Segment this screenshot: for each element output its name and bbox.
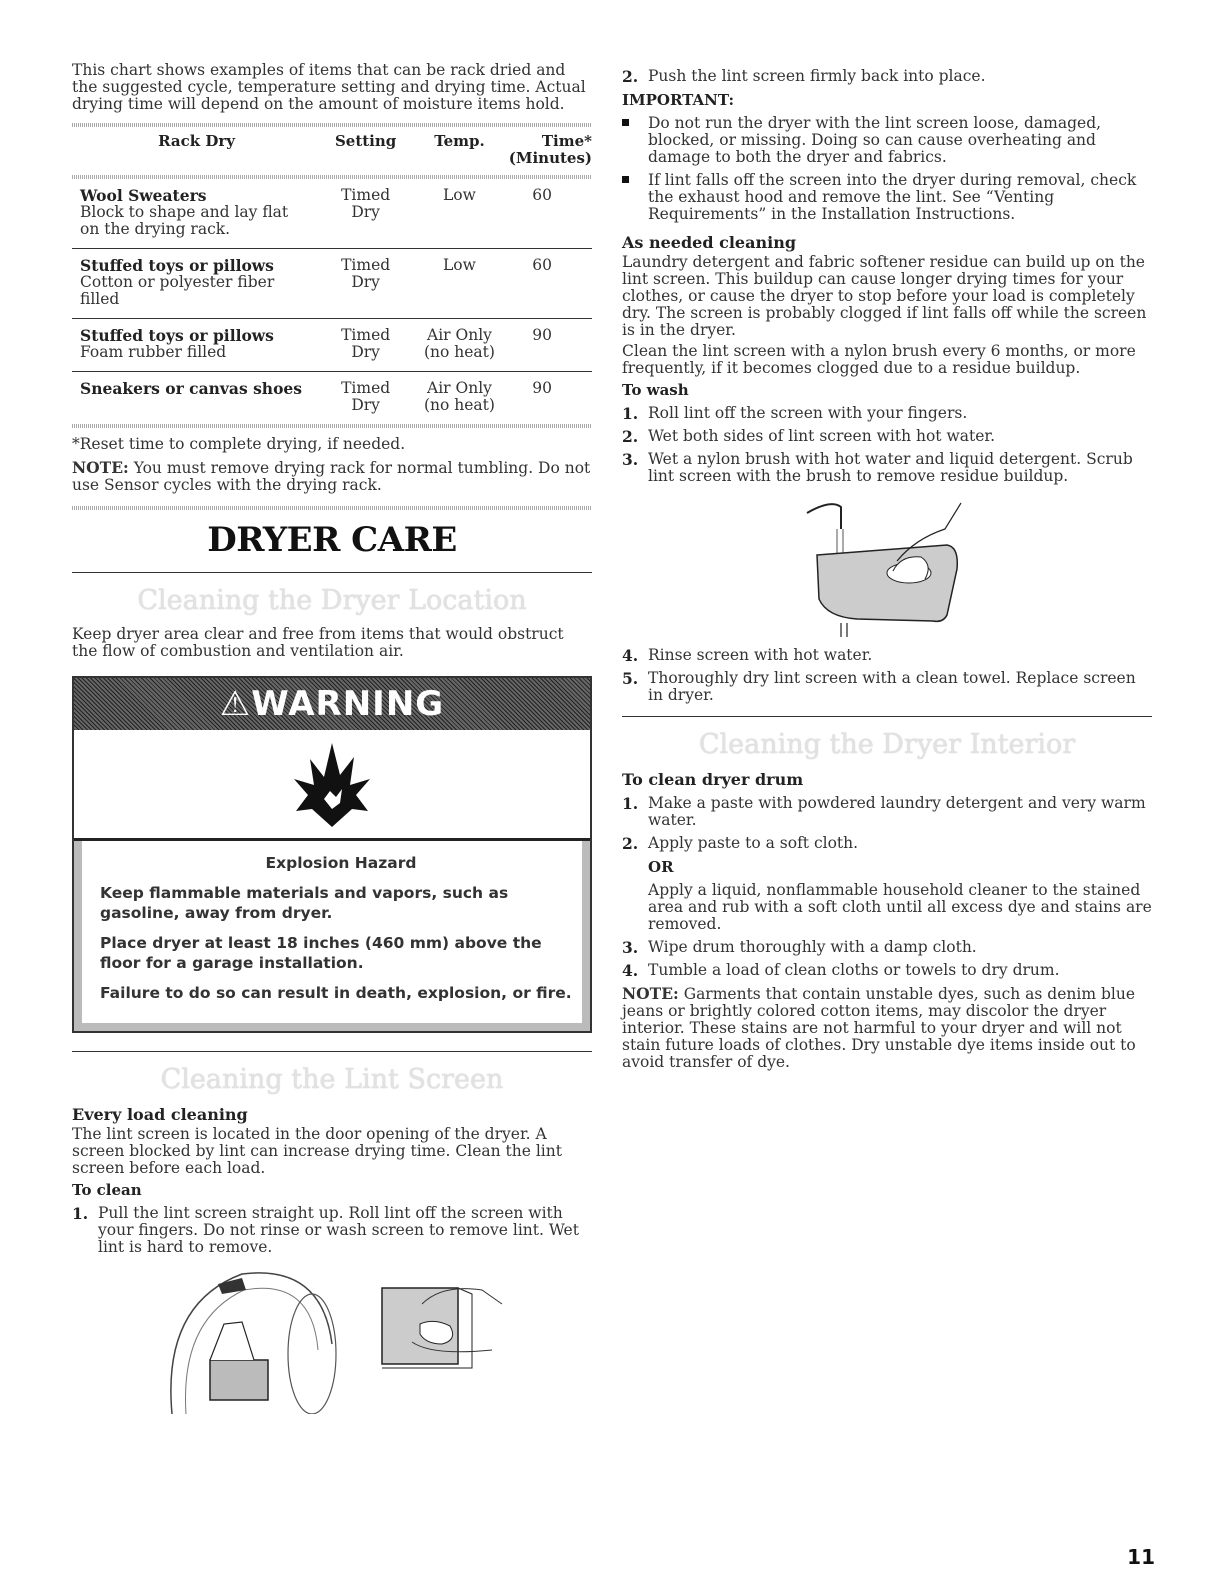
- page-number: 11: [1127, 1545, 1155, 1569]
- setting-1: Timed: [341, 256, 391, 274]
- step-text: Tumble a load of clean cloths or towels to dry drum.: [648, 961, 1060, 979]
- step-text: Make a paste with powdered laundry detergent and very warm water.: [648, 794, 1146, 829]
- setting-2: Dry: [351, 343, 380, 361]
- bullet-item: [622, 172, 1152, 223]
- col-header-setting: Setting: [334, 132, 397, 150]
- list-item: [622, 428, 1152, 445]
- temp-1: Low: [443, 256, 476, 274]
- as-needed-text-1: Laundry detergent and fabric softener residue can build up on the lint screen. This buildup can cause longer drying times for your clothes, or cause the dryer to stop before your load is completely dry. The screen is probably clogged if lint falls off while the screen is in the dryer.: [622, 253, 1147, 339]
- page-title: DRYER CARE: [207, 520, 457, 560]
- right-column: [622, 62, 1152, 1071]
- lint-screen-brush-illustration: [797, 499, 977, 639]
- col-header-item: Rack Dry: [158, 132, 235, 150]
- temp-2: (no heat): [423, 343, 495, 361]
- dryer-door-lint-illustration: [152, 1264, 342, 1414]
- as-needed-text-2: Clean the lint screen with a nylon brush every 6 months, or more frequently, if it becomes clogged due to a residue buildup.: [622, 342, 1136, 377]
- step-text: Rinse screen with hot water.: [648, 646, 873, 664]
- item-name: Stuffed toys or pillows: [80, 256, 274, 275]
- time-value: 90: [532, 379, 552, 397]
- list-item: [622, 451, 1152, 485]
- temp-1: Air Only: [427, 379, 492, 397]
- step-number: 5.: [622, 669, 639, 688]
- step-number: 1.: [622, 404, 639, 423]
- note-text: Garments that contain unstable dyes, such as denim blue jeans or brightly colored cotton items, may discolor the dryer interior. These stains are not harmful to your dryer and will not stain future loads of clothes. Dry unstable dye items inside out to avoid transfer of dye.: [622, 985, 1136, 1071]
- bullet-icon: [622, 115, 648, 166]
- rack-dry-table: [72, 127, 592, 424]
- scrub-illustration: [622, 499, 1152, 639]
- section-title-interior: Cleaning the Dryer Interior: [698, 729, 1076, 760]
- step-text: Wet both sides of lint screen with hot water.: [648, 427, 996, 445]
- warning-title: ⚠WARNING: [219, 684, 445, 724]
- table-row: [72, 179, 592, 249]
- item-desc: Block to shape and lay flat on the drying rack.: [80, 203, 289, 238]
- divider: [72, 506, 592, 510]
- item-name: Stuffed toys or pillows: [80, 326, 274, 345]
- note-label: NOTE:: [72, 458, 129, 477]
- bullet-item: [622, 115, 1152, 166]
- as-needed-heading: As needed cleaning: [622, 233, 797, 252]
- every-load-heading: Every load cleaning: [72, 1105, 248, 1124]
- list-item: [622, 670, 1152, 704]
- or-label: OR: [648, 858, 674, 876]
- list-item: [622, 405, 1152, 422]
- important-heading: IMPORTANT:: [622, 91, 735, 109]
- warning-box: [72, 676, 592, 1033]
- table-row: [72, 319, 592, 372]
- warning-line: Failure to do so can result in death, explosion, or fire.: [100, 984, 572, 1002]
- col-header-temp: Temp.: [434, 132, 485, 150]
- hazard-title: Explosion Hazard: [265, 854, 417, 872]
- step-number: 4.: [622, 961, 639, 980]
- time-value: 60: [509, 179, 592, 249]
- setting-2: Dry: [351, 203, 380, 221]
- list-item: [72, 1205, 592, 1256]
- to-wash-heading: To wash: [622, 381, 689, 399]
- every-load-text: The lint screen is located in the door opening of the dryer. A screen blocked by lint can increase drying time. Clean the lint screen before each load.: [72, 1125, 562, 1177]
- warning-body: [74, 841, 590, 1031]
- table-header-row: [72, 127, 592, 175]
- list-item: [622, 795, 1152, 829]
- list-item: [622, 647, 1152, 664]
- step-text: Wipe drum thoroughly with a damp cloth.: [648, 938, 977, 956]
- or-text: Apply a liquid, nonflammable household cleaner to the stained area and rub with a soft cloth until all excess dye and stains are removed.: [648, 881, 1152, 933]
- setting-1: Timed: [341, 186, 391, 204]
- divider: [72, 572, 592, 573]
- step-text: Wet a nylon brush with hot water and liquid detergent. Scrub lint screen with the brush to remove residue buildup.: [648, 450, 1133, 485]
- temp-2: (no heat): [423, 396, 495, 414]
- temp-1: Air Only: [427, 326, 492, 344]
- interior-note: [622, 985, 1152, 1071]
- item-desc: Foam rubber filled: [80, 343, 227, 361]
- item-name: Wool Sweaters: [80, 186, 207, 205]
- time-value: 60: [509, 249, 592, 319]
- step-number: 1.: [72, 1204, 89, 1223]
- intro-text: This chart shows examples of items that can be rack dried and the suggested cycle, temperature setting and drying time. Actual drying time will depend on the amount of moisture items hold.: [72, 61, 586, 113]
- explosion-icon: [74, 730, 590, 841]
- step-number: 3.: [622, 450, 639, 469]
- section-title-location: Cleaning the Dryer Location: [137, 585, 527, 616]
- lint-removal-illustration: [72, 1264, 592, 1414]
- warning-line: Keep flammable materials and vapors, such as gasoline, away from dryer.: [100, 884, 509, 922]
- time-value: 90: [509, 319, 592, 372]
- table-row: [72, 372, 592, 425]
- step-text: Roll lint off the screen with your fingers.: [648, 404, 968, 422]
- location-text: Keep dryer area clear and free from items that would obstruct the flow of combustion and ventilation air.: [72, 625, 564, 660]
- time-label: Time*: [541, 132, 592, 150]
- bullet-text: If lint falls off the screen into the dryer during removal, check the exhaust hood and remove the lint. See “Venting Requirements” in the Installation Instructions.: [648, 171, 1137, 223]
- lint-screen-hand-illustration: [362, 1264, 512, 1374]
- rack-note: [72, 459, 592, 494]
- time-unit: (Minutes): [508, 149, 592, 167]
- step-number: 3.: [622, 938, 639, 957]
- warning-line: Place dryer at least 18 inches (460 mm) above the floor for a garage installation.: [100, 934, 542, 972]
- footnote: *Reset time to complete drying, if needed.: [72, 435, 406, 453]
- step-text: Pull the lint screen straight up. Roll lint off the screen with your fingers. Do not rinse or wash screen to remove lint. Wet lint is hard to remove.: [98, 1204, 579, 1256]
- step-number: 4.: [622, 646, 639, 665]
- item-desc: Cotton or polyester fiber filled: [80, 273, 275, 308]
- step-text: Thoroughly dry lint screen with a clean towel. Replace screen in dryer.: [648, 669, 1136, 704]
- setting-2: Dry: [351, 396, 380, 414]
- step-text: Apply paste to a soft cloth.: [648, 834, 859, 852]
- step-text: Push the lint screen firmly back into place.: [648, 67, 986, 85]
- list-item: [622, 835, 1152, 852]
- setting-1: Timed: [341, 326, 391, 344]
- note-label: NOTE:: [622, 984, 679, 1003]
- item-name: Sneakers or canvas shoes: [80, 379, 303, 398]
- table-row: [72, 249, 592, 319]
- list-item: [622, 962, 1152, 979]
- list-item: [622, 939, 1152, 956]
- clean-drum-heading: To clean dryer drum: [622, 770, 804, 789]
- step-number: 1.: [622, 794, 639, 813]
- col-header-time: [509, 127, 592, 175]
- setting-1: Timed: [341, 379, 391, 397]
- left-column: [72, 62, 592, 1414]
- bullet-text: Do not run the dryer with the lint screen loose, damaged, blocked, or missing. Doing so can cause overheating and damage to both the dryer and fabrics.: [648, 114, 1102, 166]
- step-number: 2.: [622, 67, 639, 86]
- to-clean-heading: To clean: [72, 1181, 142, 1199]
- section-title-lint: Cleaning the Lint Screen: [160, 1064, 504, 1095]
- divider: [622, 716, 1152, 717]
- note-text: You must remove drying rack for normal tumbling. Do not use Sensor cycles with the drying rack.: [72, 459, 591, 494]
- divider: [72, 424, 592, 428]
- bullet-icon: [622, 172, 648, 223]
- temp-1: Low: [443, 186, 476, 204]
- setting-2: Dry: [351, 273, 380, 291]
- step-number: 2.: [622, 427, 639, 446]
- warning-header: [74, 678, 590, 730]
- list-item: [622, 68, 1152, 85]
- divider: [72, 1051, 592, 1052]
- step-number: 2.: [622, 834, 639, 853]
